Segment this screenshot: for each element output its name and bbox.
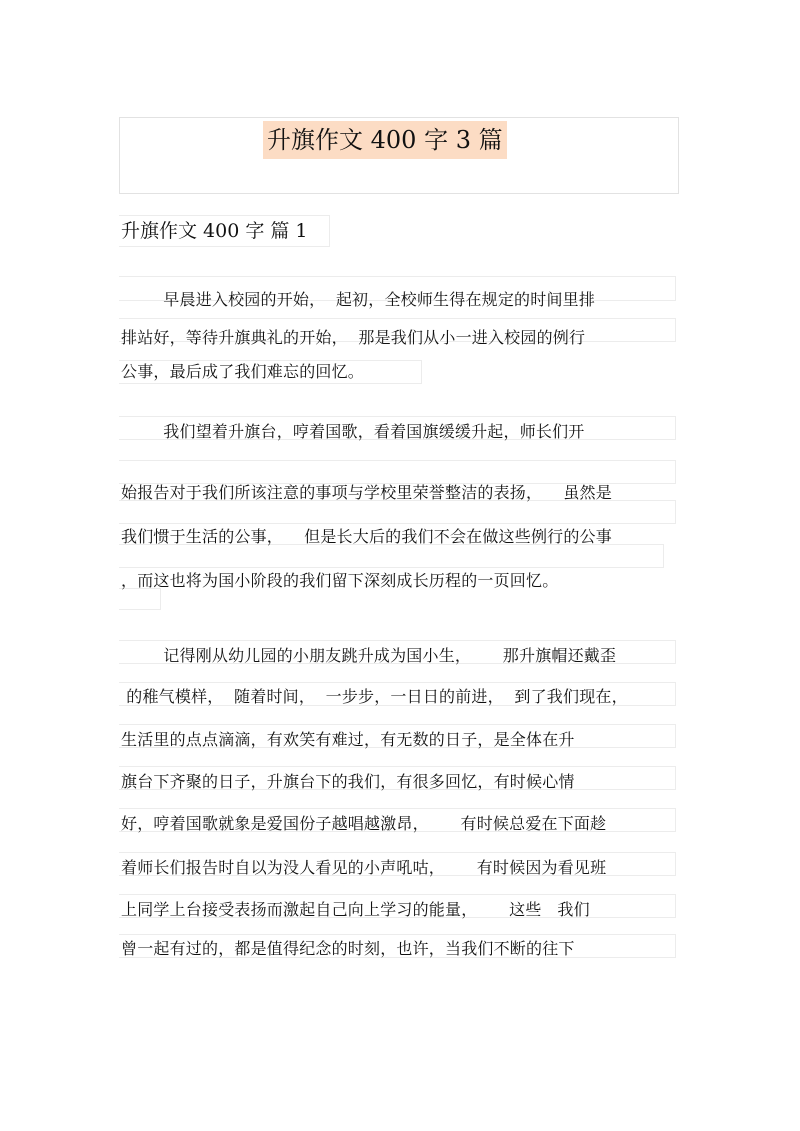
paragraph-line: 上同学上台接受表扬而激起自己向上学习的能量， 这些 我们 [121,900,590,919]
paragraph-line: 曾一起有过的，都是值得纪念的时刻，也许，当我们不断的往下 [121,939,575,958]
paragraph-line: 好，哼着国歌就象是爱国份子越唱越激昂， 有时候总爱在下面趁 [121,814,607,833]
paragraph-line: ，而这也将为国小阶段的我们留下深刻成长历程的一页回忆。 [121,571,559,590]
paragraph-line: 生活里的点点滴滴，有欢笑有难过，有无数的日子，是全体在升 [121,730,575,749]
paragraph-line: 记得刚从幼儿园的小朋友跳升成为国小生， 那升旗帽还戴歪 [121,646,617,665]
paragraph-line: 始报告对于我们所该注意的事项与学校里荣誉整洁的表扬， 虽然是 [121,483,612,502]
paragraph-line: 排站好，等待升旗典礼的开始， 那是我们从小一进入校园的例行 [121,328,586,347]
paragraph-line: 旗台下齐聚的日子，升旗台下的我们，有很多回忆，有时候心情 [121,772,575,791]
paragraph-line: 我们望着升旗台，哼着国歌，看着国旗缓缓升起，师长们开 [121,422,585,441]
paragraph-line: 公事，最后成了我们难忘的回忆。 [121,362,365,381]
section-heading: 升旗作文 400 字 篇 1 [121,220,308,242]
paragraph-line: 着师长们报告时自以为没人看见的小声吼咕， 有时候因为看见班 [121,858,607,877]
paragraph-line: 我们惯于生活的公事， 但是长大后的我们不会在做这些例行的公事 [121,527,612,546]
document-title: 升旗作文 400 字 3 篇 [263,121,507,159]
paragraph-line: 的稚气模样， 随着时间， 一步步，一日日的前进， 到了我们现在， [121,687,628,706]
paragraph-line: 早晨进入校园的开始， 起初，全校师生得在规定的时间里排 [121,290,596,309]
